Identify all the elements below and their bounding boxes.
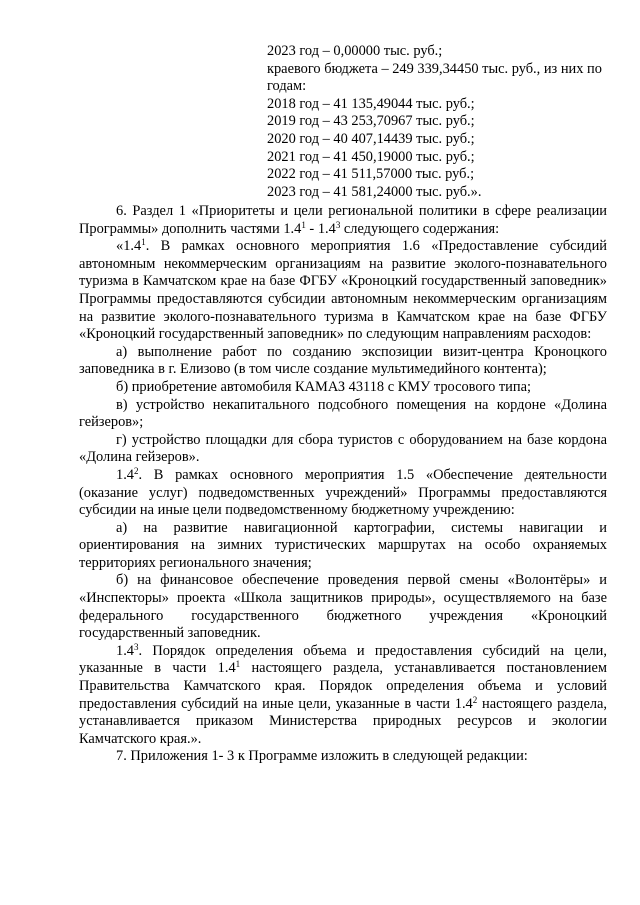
part-1-4-3-text-a: 1.4 bbox=[116, 642, 134, 659]
list-item-1-4-1-b: б) приобретение автомобиля КАМАЗ 43118 с КМУ тросового типа; bbox=[116, 378, 531, 395]
funding-block bbox=[267, 43, 607, 201]
funding-year-2018: 2018 год – 41 135,49044 тыс. руб.; bbox=[267, 95, 475, 112]
regional-budget-intro: краевого бюджета – 249 339,34450 тыс. руб., из них по годам: bbox=[267, 60, 602, 95]
item-6-paragraph bbox=[79, 203, 607, 238]
part-1-4-3-text-c: настоящего раздела, устанавливается постановлением Правительства Камчатского края. Порядок определения объема и условий предоставления субсидий на иные цели, указанные в части 1.4 bbox=[79, 660, 607, 712]
document-body bbox=[79, 203, 607, 766]
item-7-paragraph: 7. Приложения 1- 3 к Программе изложить в следующей редакции: bbox=[116, 748, 528, 765]
item-6-text-c: следующего содержания: bbox=[340, 220, 500, 237]
part-1-4-2-text-a: 1.4 bbox=[116, 466, 134, 483]
part-1-4-1-paragraph bbox=[79, 238, 607, 344]
part-1-4-1-text-b: . В рамках основного мероприятия 1.6 «Предоставление субсидий автономным некоммерческим организациям на развитие эколого-познавательного туризма в Камчатском крае на базе ФГБУ «Кроноцкий государственный заповедник» Программы предоставляются субсидии автономным некоммерческим организациям на развитие эколого-познавательного туризма в Камчатском крае на базе ФГБУ «Кроноцкий государственный заповедник» по следующим направлениям расходов: bbox=[79, 238, 607, 343]
part-1-4-2-paragraph bbox=[79, 467, 607, 520]
item-6-text-b: - 1.4 bbox=[305, 220, 336, 237]
funding-year-2021: 2021 год – 41 450,19000 тыс. руб.; bbox=[267, 148, 475, 165]
funding-2023-total: 2023 год – 0,00000 тыс. руб.; bbox=[267, 43, 443, 59]
funding-year-2023: 2023 год – 41 581,24000 тыс. руб.». bbox=[267, 183, 482, 200]
list-item-1-4-1-g: г) устройство площадки для сбора туристов с оборудованием на базе кордона «Долина гейзеров». bbox=[79, 431, 607, 466]
item-6-sup-2: 3 bbox=[335, 219, 341, 230]
list-item-1-4-1-a: а) выполнение работ по созданию экспозиции визит-центра Кроноцкого заповедника в г. Елизово (в том числе создание мультимедийного контента); bbox=[79, 343, 607, 378]
part-1-4-1-sup: 1 bbox=[141, 237, 146, 248]
list-item-1-4-2-b: б) на финансовое обеспечение проведения первой смены «Волонтёры» и «Инспекторы» проекта «Школа защитников природы», осуществляемого на базе федерального государственного бюджетного учреждения «Кроноцкий государственный заповедник. bbox=[79, 572, 607, 642]
funding-year-2020: 2020 год – 40 407,14439 тыс. руб.; bbox=[267, 130, 475, 147]
part-1-4-3-text-b: . Порядок определения объема и предоставления субсидий на цели, указанные в части 1.4 bbox=[79, 642, 607, 677]
list-item-1-4-1-v: в) устройство некапитального подсобного помещения на кордоне «Долина гейзеров»; bbox=[79, 396, 607, 431]
part-1-4-3-sup-3: 2 bbox=[472, 694, 478, 705]
part-1-4-2-text-b: . В рамках основного мероприятия 1.5 «Обеспечение деятельности (оказание услуг) подведомственных учреждений» Программы предоставляются субсидии на иные цели подведомственному бюджетному учреждению: bbox=[79, 466, 607, 519]
part-1-4-1-text-a: «1.4 bbox=[116, 238, 142, 255]
part-1-4-3-sup-1: 3 bbox=[134, 641, 139, 652]
funding-year-2022: 2022 год – 41 511,57000 тыс. руб.; bbox=[267, 166, 475, 183]
item-6-text-a: 6. Раздел 1 «Приоритеты и цели региональной политики в сфере реализации Программы» дополнить частями 1.4 bbox=[79, 203, 607, 237]
part-1-4-3-paragraph bbox=[79, 643, 607, 749]
part-1-4-2-sup: 2 bbox=[134, 465, 139, 476]
part-1-4-3-text-d: настоящего раздела, устанавливается приказом Министерства природных ресурсов и экологии Камчатского края.». bbox=[79, 695, 608, 747]
part-1-4-3-sup-2: 1 bbox=[235, 659, 241, 670]
funding-year-2019: 2019 год – 43 253,70967 тыс. руб.; bbox=[267, 113, 475, 130]
item-6-sup-1: 1 bbox=[301, 219, 306, 230]
list-item-1-4-2-a: а) на развитие навигационной картографии, системы навигации и ориентирования на зимних туристических маршрутах на особо охраняемых территориях регионального значения; bbox=[79, 519, 607, 571]
